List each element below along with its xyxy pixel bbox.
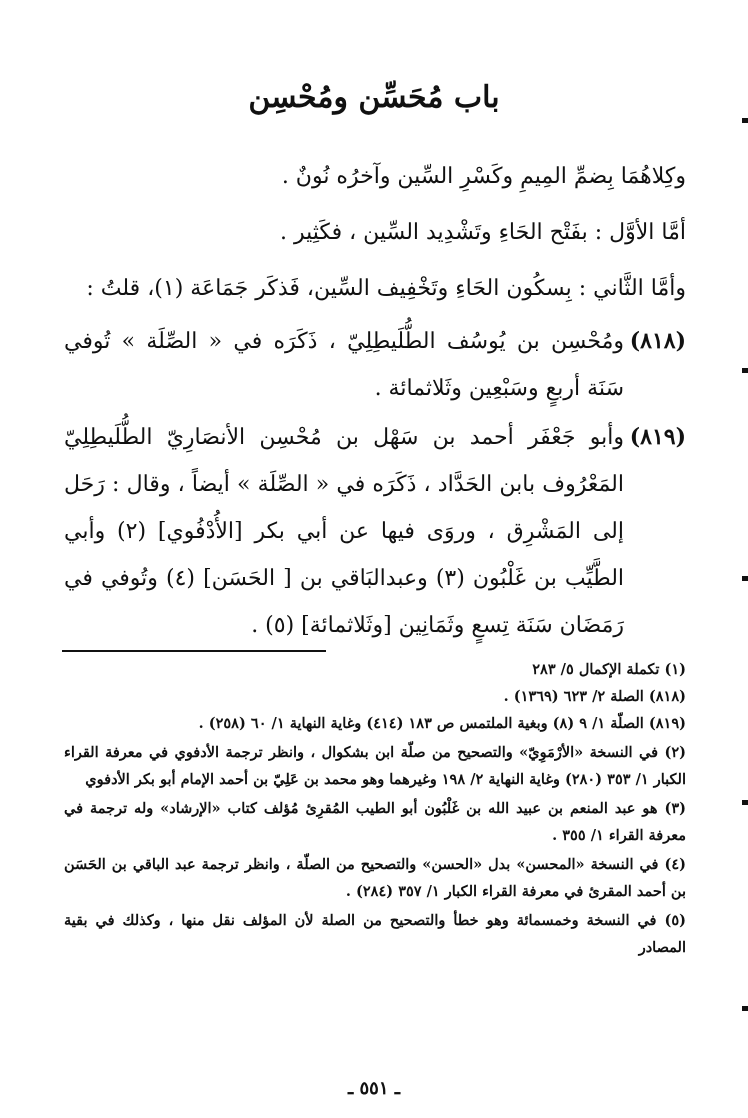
- scan-edge-mark: [742, 1006, 748, 1011]
- entry-text: وأبو جَعْفَر أحمد بن سَهْل بن مُحْسِن الأنصَارِيّ الطُّلَيطِلِيّ المَعْرُوف بابن الحَدَّاد ، ذَكَرَه في « الصِّلَة » أيضاً ، وقال : رَحَل إلى المَشْرِق ، وروَى فيها عن أبي بكر [الأُدْفُوي] (٢) وأبي الطَّيِّب بن غَلْبُون (٣) وعبدالبَاقي بن [ الحَسَن] (٤) وتُوفي في رَمَضَان سَنَة تِسعٍ وثَمَانِين [وثَلاثمائة] (٥) .: [64, 425, 625, 638]
- entry-818: [64, 318, 686, 412]
- scan-edge-mark: [742, 800, 748, 805]
- entry-819: [64, 414, 686, 649]
- footnote-item: (٨١٨) الصلة ٢/ ٦٢٣ (١٣٦٩) .: [503, 688, 686, 705]
- chapter-title: باب مُحَسِّن ومُحْسِن: [248, 80, 500, 115]
- intro-line-2: أمَّا الأوَّل : بفَتْح الحَاءِ وتَشْدِيد السِّين ، فكَثِير .: [280, 220, 686, 245]
- entry-text: ومُحْسِن بن يُوسُف الطُّلَيطِلِيّ ، ذَكَرَه في « الصِّلَة » تُوفي سَنَة أربعٍ وسَبْعِين وثَلاثمائة .: [64, 329, 624, 401]
- footnote-item: (٨١٩) الصلّة ١/ ٩ (٨) وبغية الملتمس ص ١٨٣ (٤١٤) وغاية النهاية ١/ ٦٠ (٢٥٨) .: [198, 715, 686, 732]
- entry-number: (٨١٩): [629, 424, 686, 450]
- scan-edge-mark: [742, 118, 748, 123]
- scan-edge-mark: [742, 368, 748, 373]
- footnote-item: (٢) في النسخة «الأرْمَوِيّ» والتصحيح من صلّة ابن بشكوال ، وانظر ترجمة الأدفوي في معرفة القراء الكبار ١/ ٣٥٣ (٢٨٠) وغاية النهاية ٢/ ١٩٨ وغيرهما وهو محمد بن عَلِيّ بن أحمد الإمام أبو بكر الأدفوي: [64, 744, 686, 788]
- scan-edge-mark: [742, 576, 748, 581]
- intro-line-3: وأمَّا الثَّاني : بِسكُون الحَاءِ وتَخْفِيف السِّين، فَذكَر جَمَاعَة (١)، قلتُ :: [86, 276, 686, 301]
- footnote-item: (٤) في النسخة «المحسن» بدل «الحسن» والتصحيح من الصلّة ، وانظر ترجمة عبد الباقي بن الحَسَن بن أحمد المقرئ في معرفة القراء الكبار ١/ ٣٥٧ (٢٨٤) .: [64, 856, 686, 900]
- intro-line-1: وكِلاهُمَا بِضمِّ المِيمِ وكَسْرِ السِّين وآخرُه نُونٌ .: [281, 164, 686, 189]
- footnote-item: (٥) في النسخة وخمسمائة وهو خطأ والتصحيح من الصلة لأن المؤلف نقل منها ، وكذلك في بقية المصادر: [64, 912, 686, 956]
- entry-number: (٨١٨): [629, 328, 686, 354]
- footnote-item: (٣) هو عبد المنعم بن عبيد الله بن غَلْبُون أبو الطيب المُقرِئ مُؤلف كتاب «الإرشاد» وله ترجمة في معرفة القراء ١/ ٣٥٥ .: [64, 800, 686, 844]
- footnote-separator: [62, 650, 326, 652]
- footnotes-list: [64, 656, 686, 961]
- footnote-item: (١) تكملة الإكمال ٥/ ٢٨٣: [532, 661, 686, 678]
- page-number: ـ ٥٥١ ـ: [347, 1078, 401, 1099]
